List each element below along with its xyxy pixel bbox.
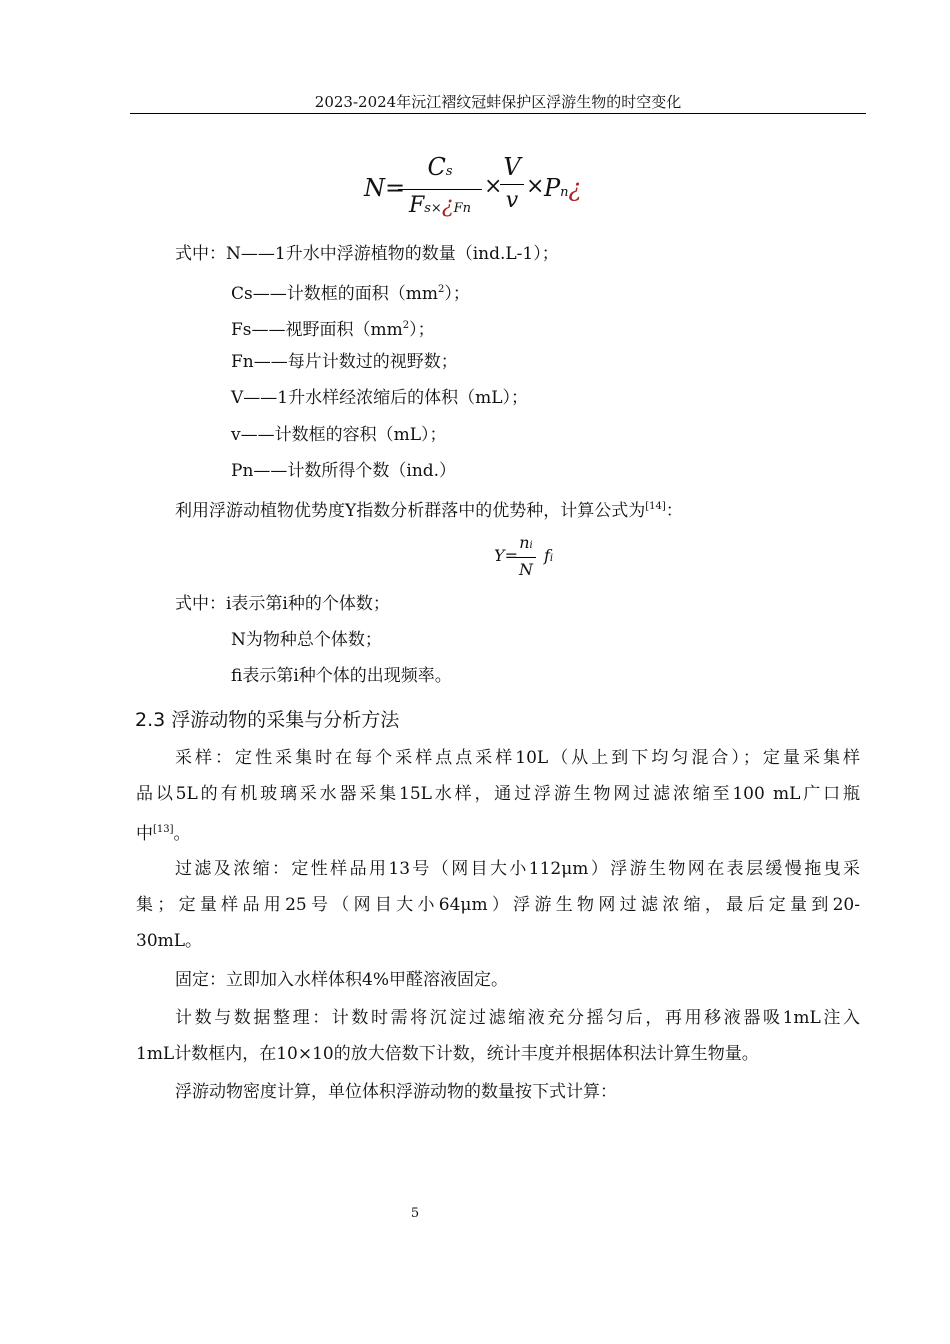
paragraph-line: 集；定量样品用25号（网目大小64μm）浮游生物网过滤浓缩，最后定量到20- <box>136 895 860 915</box>
paragraph-line: 采样：定性采集时在每个采样点点采样10L（从上到下均匀混合）；定量采集样 <box>175 748 860 768</box>
fraction-cs-over-fs <box>398 152 482 223</box>
definition-line: fi表示第i种个体的出现频率。 <box>231 666 452 686</box>
definition-line: Fn——每片计数过的视野数； <box>231 352 458 372</box>
definition-line: Cs——计数框的面积$(mm^2)$； <box>231 284 470 304</box>
paragraph-line: 浮游动物密度计算，单位体积浮游动物的数量按下式计算： <box>175 1082 617 1102</box>
paragraph-density <box>136 1074 860 1110</box>
paragraph-line: 过滤及浓缩：定性样品用13号（网目大小112μm）浮游生物网在表层缓慢拖曳采 <box>175 859 860 879</box>
fraction-denominator: v <box>505 188 519 213</box>
paragraph-line: 1mL计数框内，在10×10的放大倍数下计数，统计丰度并根据体积法计算生物量。 <box>136 1044 759 1064</box>
equation-dominance-index <box>492 534 572 580</box>
running-header: 2023-2024年沅江褶纹冠蚌保护区浮游生物的时空变化 <box>314 93 682 111</box>
paragraph-filtration <box>136 851 860 959</box>
fraction-bar <box>500 184 524 185</box>
equation-lhs: N= <box>364 174 406 202</box>
paragraph-counting <box>136 1000 860 1072</box>
fraction-bar <box>516 557 536 558</box>
header-rule <box>130 113 866 114</box>
fraction-ni-over-n <box>516 534 536 580</box>
fraction-denominator: N <box>519 560 533 579</box>
paragraph-line: 固定：立即加入水样体积4%甲醛溶液固定。 <box>175 970 508 990</box>
definition-line: 式中：N——1升水中浮游植物的数量（ind.L-1）； <box>175 244 559 264</box>
definition-line: 式中：i表示第i种的个体数； <box>175 594 390 614</box>
paragraph-line: 品以5L的有机玻璃采水器采集15L水样，通过浮游生物网过滤浓缩至100 mL广口瓶 <box>136 784 860 804</box>
fraction-v-over-v <box>500 152 524 215</box>
definition-line: N为物种总个体数； <box>231 630 382 650</box>
section-heading: 2.3 浮游动物的采集与分析方法 <box>135 709 400 731</box>
pn-term: Pn¿ <box>544 174 582 202</box>
fraction-denominator: Fs×¿Fn <box>408 193 472 218</box>
paragraph-fixation <box>136 962 860 998</box>
definition-line: Pn——计数所得个数（ind.） <box>231 461 457 481</box>
definition-line: V——1升水样经浓缩后的体积（mL）； <box>231 388 529 408</box>
times-symbol: × <box>526 174 545 199</box>
fraction-numerator: ni <box>519 533 533 552</box>
paragraph-line: 30mL。 <box>136 931 203 951</box>
equation2-lhs: Y= <box>494 546 518 565</box>
fraction-numerator: Cs <box>427 153 453 181</box>
page-number: 5 <box>410 1206 420 1221</box>
paragraph-sampling <box>136 740 860 852</box>
frequency-term: fi <box>544 546 554 565</box>
equation-phytoplankton-density <box>360 152 600 222</box>
paragraph-line: 中[13]。 <box>136 824 191 844</box>
definition-line: v——计数框的容积（mL）； <box>231 425 447 445</box>
paragraph-line: 计数与数据整理：计数时需将沉淀过滤缩液充分摇匀后，再用移液器吸1mL注入 <box>175 1008 860 1028</box>
fraction-bar <box>398 189 482 190</box>
times-symbol: × <box>484 174 503 199</box>
definition-line: Fs——视野面积$(mm^2)$； <box>231 320 435 340</box>
fraction-numerator: V <box>503 153 521 181</box>
dominance-intro: 利用浮游动植物优势度Y指数分析群落中的优势种，计算公式为[14]： <box>175 501 683 521</box>
